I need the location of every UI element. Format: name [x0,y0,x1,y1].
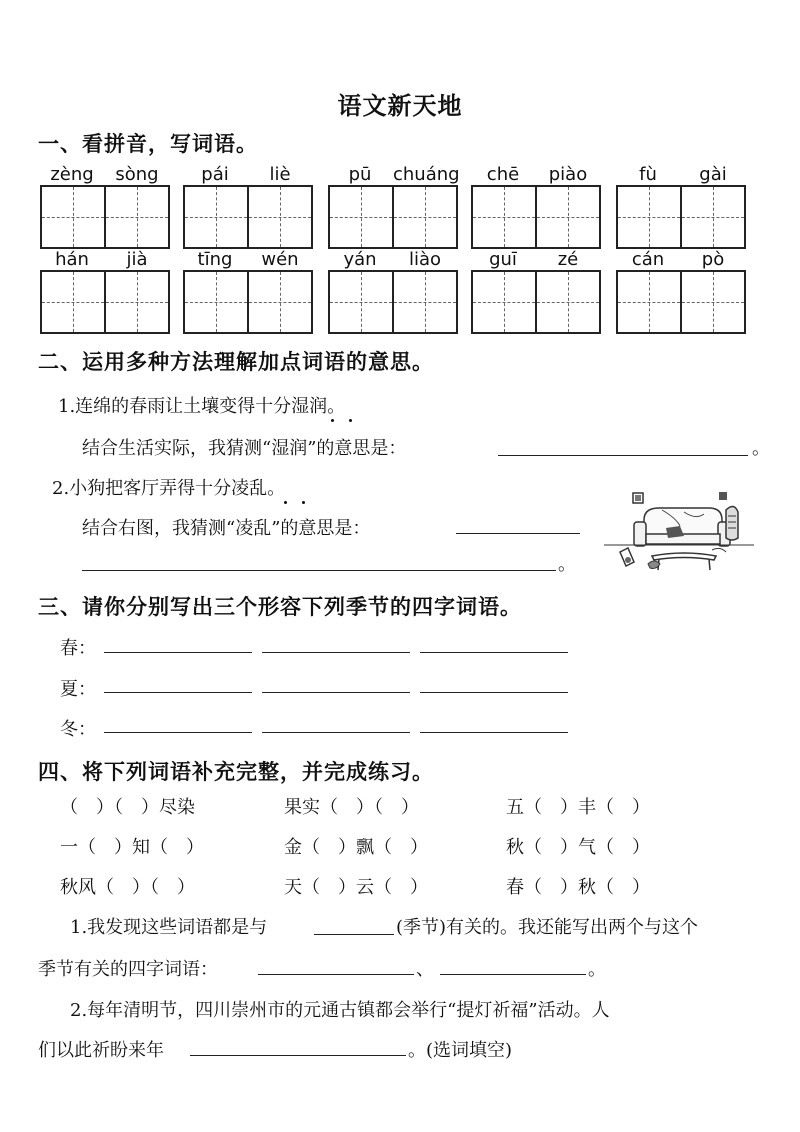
emphasis-dot [302,501,305,504]
character-cell[interactable] [682,187,744,247]
character-cell[interactable] [394,187,456,247]
character-cell[interactable] [249,272,311,332]
emphasis-dot [284,501,287,504]
character-cell[interactable] [185,187,249,247]
pinyin-label: pái [201,164,229,185]
pinyin-label: tīng [197,249,233,270]
pinyin-label: hán [55,249,89,270]
character-cell[interactable] [185,272,249,332]
pinyin-label: liào [408,249,442,270]
question-2-1: 1.连绵的春雨让土壤变得十分湿润。 [58,396,346,417]
character-cell[interactable] [537,187,599,247]
answer-line[interactable] [262,692,410,693]
period: 。 [588,959,606,980]
pinyin-label: zé [557,249,579,270]
tianzige-writing-box[interactable] [616,270,746,334]
fill-item: 金（ ）飘（ ） [284,837,428,858]
question-4-2-part-c: 。(选词填空) [408,1040,513,1061]
answer-line[interactable] [262,732,410,733]
fill-item: 秋风（ ）（ ） [60,877,195,898]
tianzige-writing-box[interactable] [471,185,601,249]
question-4-1-part-a: 1.我发现这些词语都是与 [70,917,268,938]
fill-item: 天（ ）云（ ） [284,877,428,898]
answer-line[interactable] [420,732,568,733]
answer-line[interactable] [104,692,252,693]
pinyin-label: cán [631,249,665,270]
season-label-winter: 冬： [60,719,96,740]
character-cell[interactable] [42,187,106,247]
section3-heading: 三、请你分别写出三个形容下列季节的四字词语。 [38,594,522,619]
answer-line[interactable] [440,974,586,975]
answer-line[interactable] [420,692,568,693]
fill-item: （ ）（ ）尽染 [60,797,195,818]
character-cell[interactable] [537,272,599,332]
answer-line[interactable] [104,732,252,733]
character-cell[interactable] [682,272,744,332]
section1-heading: 一、看拼音，写词语。 [38,131,258,156]
separator: 、 [416,959,434,980]
answer-line[interactable] [420,652,568,653]
section2-heading: 二、运用多种方法理解加点词语的意思。 [38,349,434,374]
tianzige-writing-box[interactable] [328,270,458,334]
messy-living-room-illustration [604,490,754,575]
question-4-1-part-c: 季节有关的四字词语： [38,959,218,980]
pinyin-label: sòng [115,164,159,185]
pinyin-label: piào [548,164,588,185]
answer-line[interactable] [262,652,410,653]
season-label-summer: 夏： [60,679,96,700]
answer-line[interactable] [498,455,748,456]
character-cell[interactable] [330,187,394,247]
answer-line[interactable] [314,934,394,935]
question-2-2: 2.小狗把客厅弄得十分凌乱。 [52,478,286,499]
character-cell[interactable] [42,272,106,332]
fill-item: 秋（ ）气（ ） [506,837,650,858]
question-4-2-part-a: 2.每年清明节，四川崇州市的元通古镇都会举行“提灯祈福”活动。人 [70,1000,610,1021]
character-cell[interactable] [618,187,682,247]
tianzige-writing-box[interactable] [40,270,170,334]
period: 。 [752,438,770,459]
tianzige-writing-box[interactable] [471,270,601,334]
character-cell[interactable] [106,187,168,247]
question-4-1-part-b: (季节)有关的。我还能写出两个与这个 [396,917,699,938]
character-cell[interactable] [106,272,168,332]
tianzige-writing-box[interactable] [40,185,170,249]
pinyin-label: pū [348,164,372,185]
tianzige-writing-box[interactable] [183,185,313,249]
character-cell[interactable] [249,187,311,247]
character-cell[interactable] [618,272,682,332]
emphasis-dot [331,419,334,422]
pinyin-label: guī [489,249,517,270]
answer-line[interactable] [82,570,556,571]
fill-item: 一（ ）知（ ） [60,837,204,858]
pinyin-label: yán [343,249,377,270]
pinyin-label: pò [701,249,725,270]
question-4-2-part-b: 们以此祈盼来年 [38,1040,164,1061]
fill-item: 果实（ ）（ ） [284,797,419,818]
tianzige-writing-box[interactable] [328,185,458,249]
period: 。 [558,554,576,575]
season-label-spring: 春： [60,638,96,659]
page-title: 语文新天地 [337,91,463,120]
character-cell[interactable] [473,187,537,247]
pinyin-label: liè [269,164,291,185]
fill-item: 五（ ）丰（ ） [506,797,650,818]
pinyin-label: gài [699,164,727,185]
character-cell[interactable] [330,272,394,332]
character-cell[interactable] [394,272,456,332]
answer-line[interactable] [190,1055,406,1056]
pinyin-label: fù [639,164,657,185]
pinyin-label: zèng [50,164,94,185]
section4-heading: 四、将下列词语补充完整，并完成练习。 [38,759,434,784]
answer-line[interactable] [456,533,580,534]
answer-line[interactable] [104,652,252,653]
pinyin-label: chuáng [393,164,460,185]
question-2-2-prompt: 结合右图，我猜测“凌乱”的意思是： [82,518,371,539]
character-cell[interactable] [473,272,537,332]
pinyin-label: chē [486,164,520,185]
pinyin-label: wén [261,249,299,270]
fill-item: 春（ ）秋（ ） [506,877,650,898]
answer-line[interactable] [258,974,414,975]
question-2-1-prompt: 结合生活实际，我猜测“湿润”的意思是： [82,438,407,459]
tianzige-writing-box[interactable] [616,185,746,249]
emphasis-dot [349,419,352,422]
tianzige-writing-box[interactable] [183,270,313,334]
pinyin-label: jià [126,249,148,270]
